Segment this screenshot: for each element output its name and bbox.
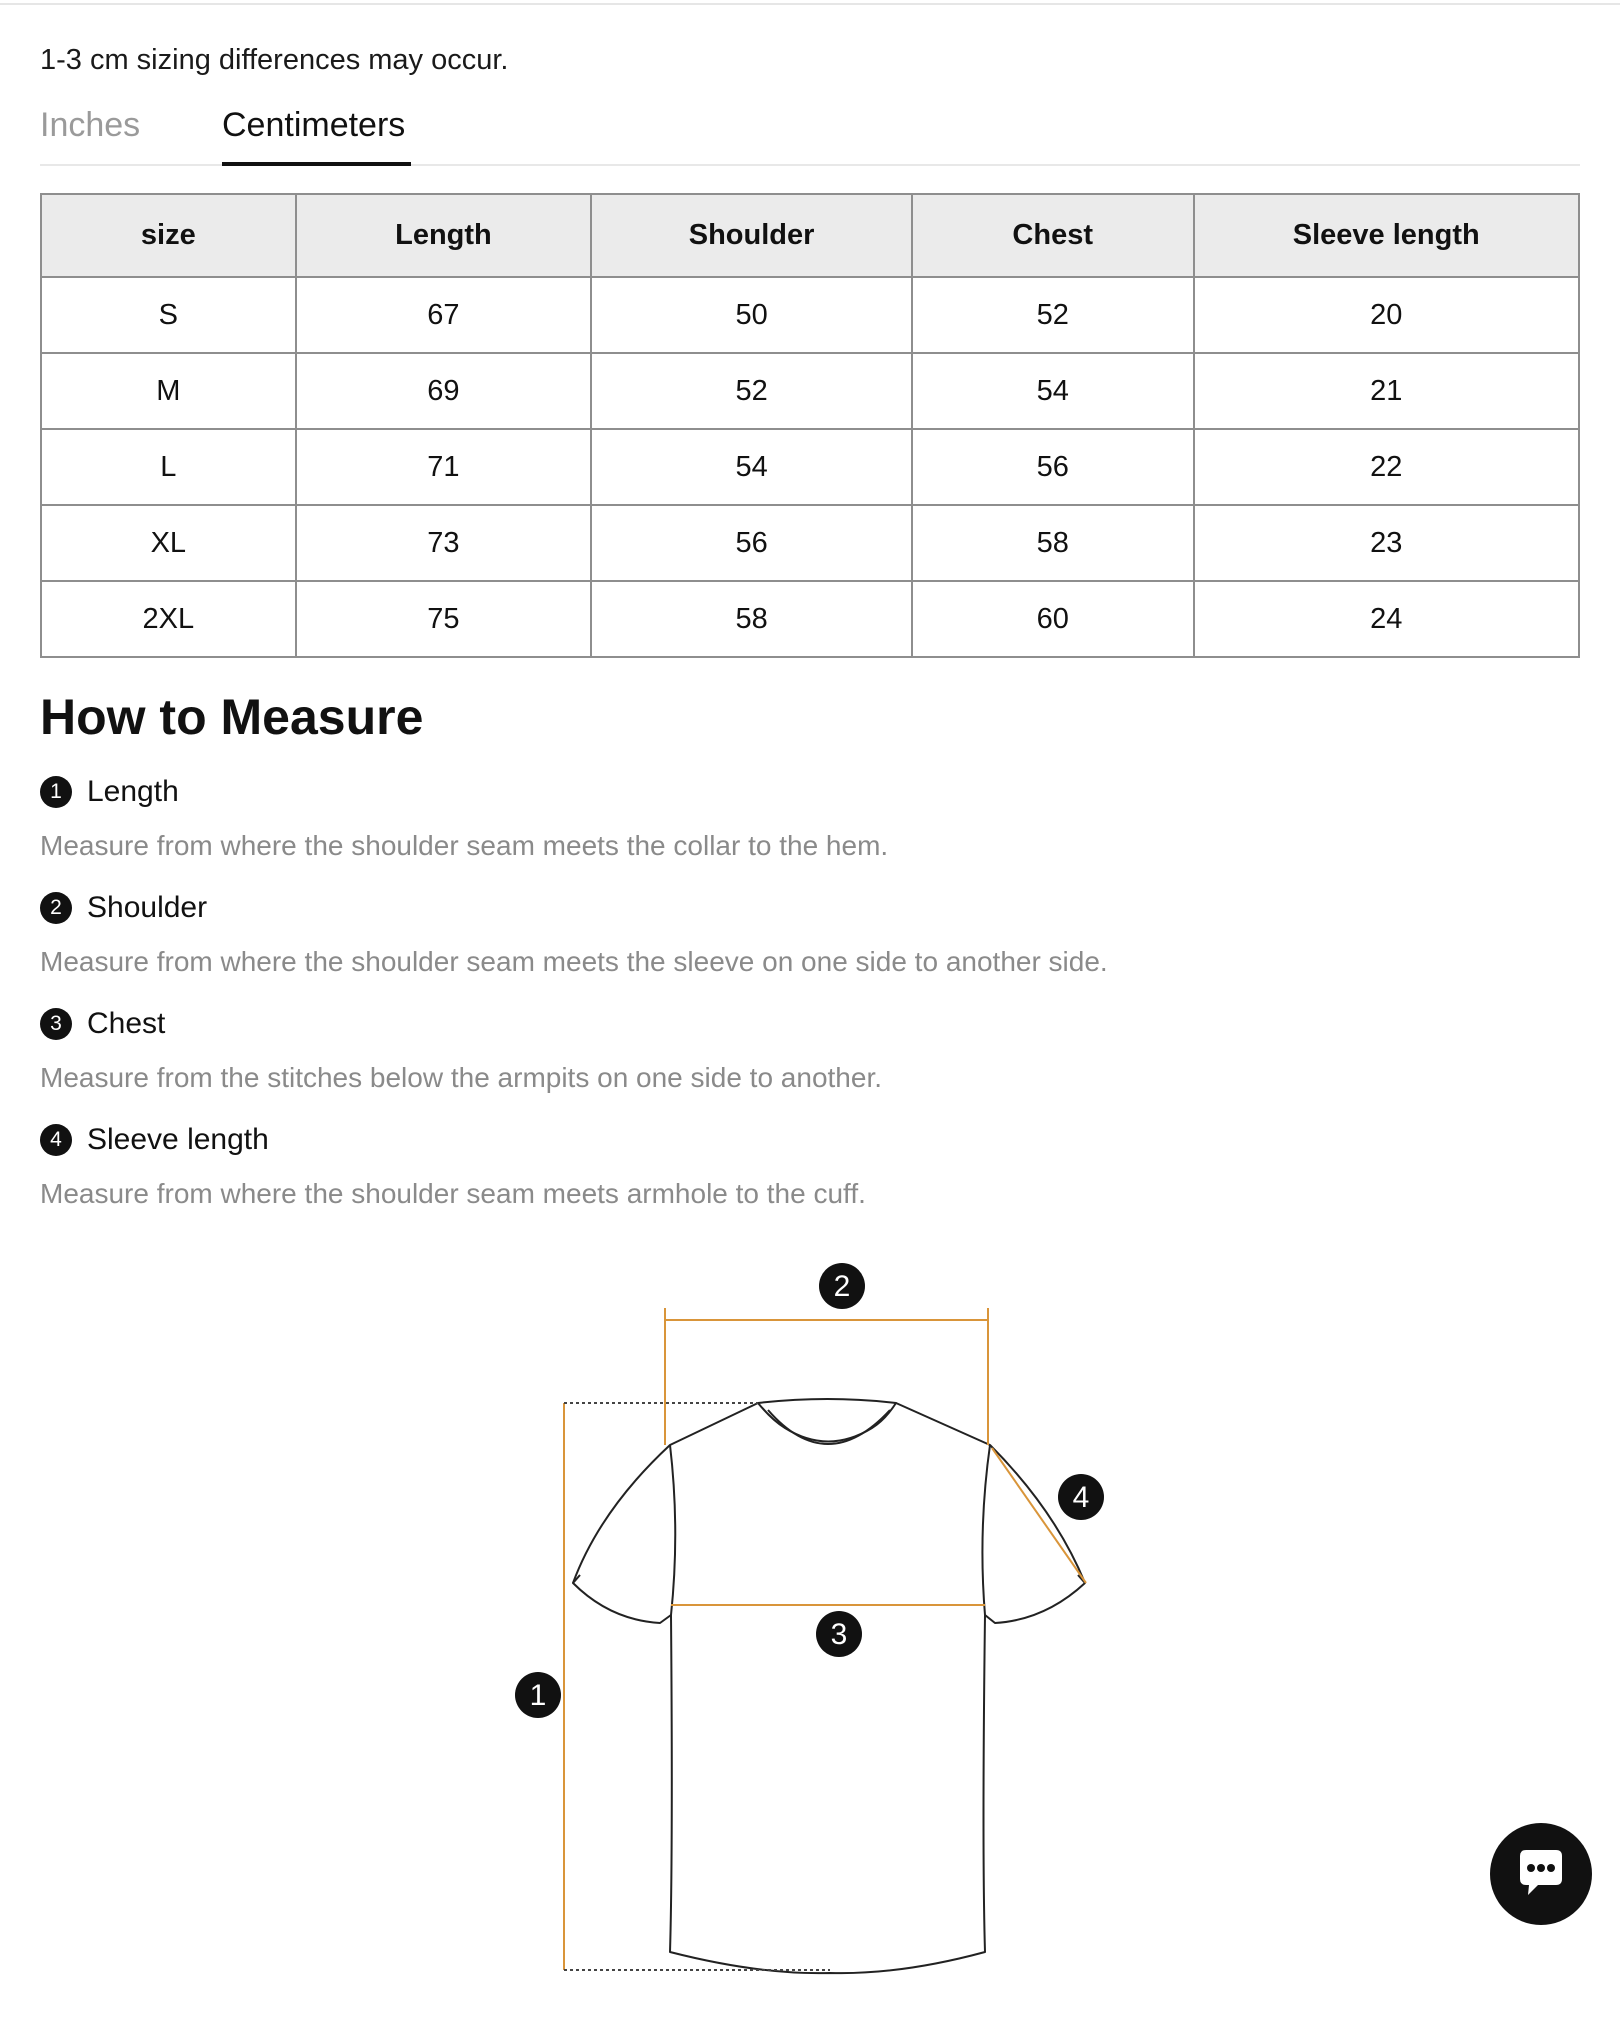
- marker-1: [515, 1672, 561, 1718]
- marker-1-label: 1: [529, 1679, 547, 1712]
- measure-step-shoulder: [40, 888, 1108, 978]
- step-number-badge: 3: [40, 1008, 72, 1040]
- cell-size: S: [41, 277, 296, 353]
- measure-step-sleeve-length: [40, 1120, 866, 1210]
- header-chest: Chest: [912, 194, 1194, 277]
- tshirt-outline: [573, 1399, 1085, 1973]
- cell-chest: 56: [912, 429, 1194, 505]
- step-description: Measure from where the shoulder seam meets the collar to the hem.: [40, 830, 889, 861]
- cell-shoulder: 50: [591, 277, 912, 353]
- table-row: [41, 505, 1579, 581]
- active-tab-indicator: [222, 162, 411, 166]
- step-description: Measure from where the shoulder seam meets armhole to the cuff.: [40, 1178, 866, 1209]
- cell-length: 73: [296, 505, 592, 581]
- measure-step-length: [40, 772, 888, 862]
- step-number-badge: 1: [40, 776, 72, 808]
- how-to-measure-title: How to Measure: [40, 689, 424, 745]
- unit-tabs: [40, 104, 1580, 166]
- step-title: Sleeve length: [87, 1123, 269, 1156]
- cell-length: 67: [296, 277, 592, 353]
- marker-2: [819, 1263, 865, 1309]
- table-header-row: [41, 194, 1579, 277]
- cell-chest: 52: [912, 277, 1194, 353]
- tab-inches[interactable]: Inches: [40, 106, 141, 144]
- table-row: [41, 353, 1579, 429]
- cell-size: XL: [41, 505, 296, 581]
- step-title: Shoulder: [87, 891, 208, 924]
- chat-support-button[interactable]: [1490, 1823, 1592, 1925]
- header-size: size: [41, 194, 296, 277]
- table-row: [41, 581, 1579, 657]
- cell-shoulder: 56: [591, 505, 912, 581]
- table-row: [41, 429, 1579, 505]
- measure-step-chest: [40, 1004, 882, 1094]
- header-sleeve-length: Sleeve length: [1194, 194, 1579, 277]
- cell-length: 69: [296, 353, 592, 429]
- step-description: Measure from where the shoulder seam meets the sleeve on one side to another side.: [40, 946, 1108, 977]
- tab-centimeters[interactable]: Centimeters: [222, 106, 406, 144]
- cell-sleeve-length: 23: [1194, 505, 1579, 581]
- marker-3-label: 3: [830, 1618, 848, 1651]
- cell-chest: 58: [912, 505, 1194, 581]
- cell-sleeve-length: 22: [1194, 429, 1579, 505]
- marker-4: [1058, 1474, 1104, 1520]
- step-title: Length: [87, 775, 179, 808]
- size-chart-table: [40, 193, 1580, 658]
- cell-length: 71: [296, 429, 592, 505]
- step-number-badge: 4: [40, 1124, 72, 1156]
- cell-shoulder: 58: [591, 581, 912, 657]
- tshirt-measurement-diagram: [500, 1250, 1120, 1990]
- step-number-badge: 2: [40, 892, 72, 924]
- cell-sleeve-length: 20: [1194, 277, 1579, 353]
- cell-size: L: [41, 429, 296, 505]
- cell-size: M: [41, 353, 296, 429]
- cell-size: 2XL: [41, 581, 296, 657]
- chat-bubble-icon: [1490, 1823, 1592, 1925]
- sizing-note: 1-3 cm sizing differences may occur.: [40, 44, 509, 76]
- cell-shoulder: 52: [591, 353, 912, 429]
- cell-chest: 54: [912, 353, 1194, 429]
- table-row: [41, 277, 1579, 353]
- marker-3: [816, 1611, 862, 1657]
- marker-4-label: 4: [1072, 1481, 1090, 1514]
- header-length: Length: [296, 194, 592, 277]
- header-shoulder: Shoulder: [591, 194, 912, 277]
- marker-2-label: 2: [833, 1270, 851, 1303]
- top-divider: [0, 3, 1620, 5]
- step-title: Chest: [87, 1007, 166, 1040]
- cell-sleeve-length: 24: [1194, 581, 1579, 657]
- step-description: Measure from the stitches below the armpits on one side to another.: [40, 1062, 883, 1093]
- cell-chest: 60: [912, 581, 1194, 657]
- cell-shoulder: 54: [591, 429, 912, 505]
- cell-sleeve-length: 21: [1194, 353, 1579, 429]
- cell-length: 75: [296, 581, 592, 657]
